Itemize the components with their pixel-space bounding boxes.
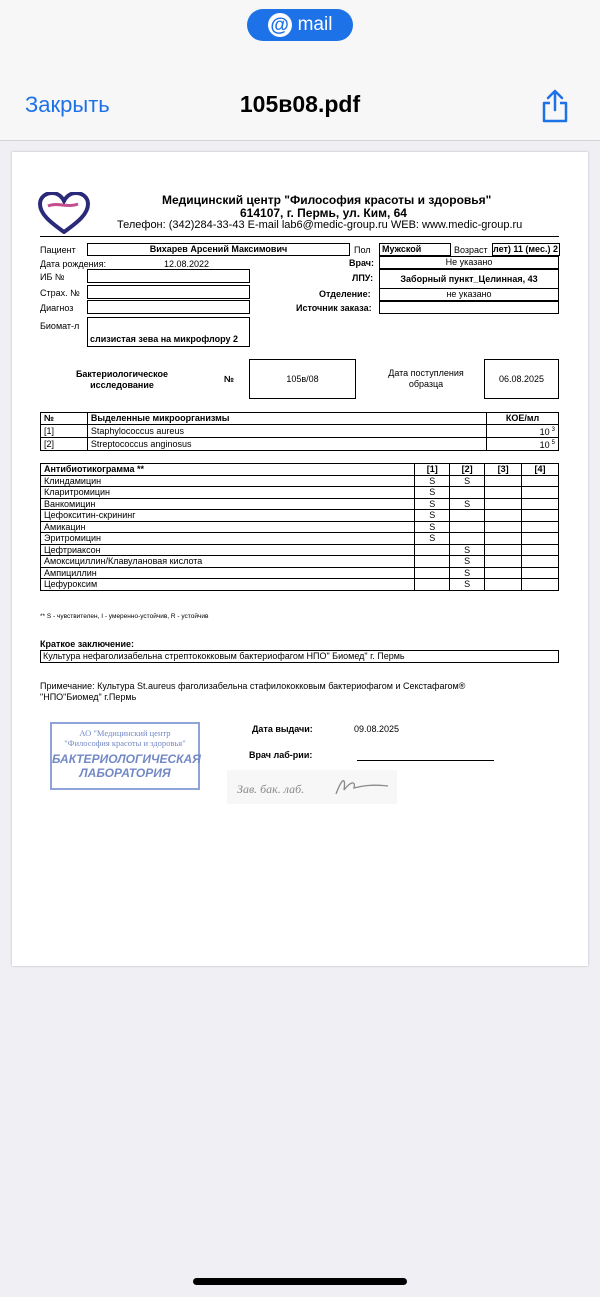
patient-value: Вихарев Арсений Максимович [87,243,350,256]
sensitivity-cell: S [450,498,485,510]
sensitivity-cell [485,521,522,533]
antibiotic-name: Цефокситин-скрининг [41,510,415,522]
antibiotic-name: Эритромицин [41,533,415,545]
patient-label: Пациент [40,245,76,255]
antibiotic-name: Ампициллин [41,567,415,579]
sensitivity-cell [485,498,522,510]
center-address: 614107, г. Пермь, ул. Ким, 64 [240,206,407,220]
sensitivity-cell [485,510,522,522]
cfu-base: 10 [539,439,550,450]
sensitivity-cell [522,510,559,522]
diagnosis-field [87,300,250,314]
sex-label: Пол [354,245,371,255]
cfu-exponent: 3 [551,426,555,433]
table-row [41,437,559,450]
sensitivity-cell [522,498,559,510]
mail-logo [247,9,353,41]
handwritten-signature-icon [332,774,392,800]
micro-name: Streptococcus anginosus [87,437,486,450]
sensitivity-cell: S [450,544,485,556]
antibiotic-name: Амоксициллин/Клавулановая кислота [41,556,415,568]
lpu-label: ЛПУ: [352,273,374,283]
table-header-row [41,413,559,425]
micro-cfu [487,424,559,437]
lab-doctor-label: Врач лаб-рии: [249,750,313,760]
sensitivity-cell [522,544,559,556]
antibiotic-name: Цефуроксим [41,579,415,591]
diagnosis-label: Диагноз [40,303,74,313]
sensitivity-cell [522,579,559,591]
sensitivity-cell: S [450,579,485,591]
sensitivity-cell [415,544,450,556]
insurance-label: Страх. № [40,288,80,298]
table-row [41,424,559,437]
sensitivity-cell: S [415,487,450,499]
sensitivity-cell [415,579,450,591]
home-indicator [193,1278,407,1285]
antibiotic-name: Ванкомицин [41,498,415,510]
close-button[interactable]: Закрыть [25,92,110,117]
micro-cfu [487,437,559,450]
age-value: лет) 11 (мес.) 2 [492,243,560,256]
sensitivity-cell [450,521,485,533]
antibiotic-name: Амикацин [41,521,415,533]
microorganisms-body [41,413,559,451]
ib-label: ИБ № [40,272,65,282]
sensitivity-cell [485,579,522,591]
doctor-label: Врач: [349,258,375,268]
table-row [41,475,559,487]
table-row [41,521,559,533]
note-line-1: Примечание: Культура St.aureus фаголизабельна стафилококковым бактериофагом и Секстафагом® [40,681,466,691]
center-name: Медицинский центр "Философия красоты и здоровья" [162,193,492,207]
table-row [41,579,559,591]
sensitivity-cell [485,556,522,568]
issue-label: Дата выдачи: [252,724,313,734]
sex-value: Мужской [379,243,451,256]
biomaterial-label: Биомат-л [40,321,80,331]
number-value: 105в/08 [249,359,356,399]
laboratory-stamp [50,722,200,790]
department-label: Отделение: [319,289,371,299]
sensitivity-cell: S [415,521,450,533]
table-header: Выделенные микроорганизмы [87,413,486,425]
table-header: КОЕ/мл [487,413,559,425]
at-icon: @ [268,13,292,37]
table-row [41,556,559,568]
stamp-line-4: ЛАБОРАТОРИЯ [79,766,171,780]
sensitivity-cell: S [450,556,485,568]
conclusion-text: Культура нефаголизабельна стрептококковым бактериофагом НПО" Биомед" г. Пермь [40,650,559,663]
table-header: [2] [450,464,485,476]
age-label: Возраст [454,245,488,255]
table-row [41,567,559,579]
issue-value: 09.08.2025 [354,724,400,734]
sensitivity-cell [485,475,522,487]
antibiotic-name: Кларитромицин [41,487,415,499]
mail-brand-label: mail [297,14,333,35]
sensitivity-cell [450,510,485,522]
table-row [41,487,559,499]
top-bar [0,0,600,141]
antibiogram-body [41,464,559,591]
dob-label: Дата рождения: [40,259,106,269]
sensitivity-cell [522,567,559,579]
stamp-line-2: "Философия красоты и здоровья" [64,738,186,748]
table-row [41,510,559,522]
antibiotic-name: Клиндамицин [41,475,415,487]
header-divider [40,236,559,237]
sensitivity-cell [522,556,559,568]
signature-scan [227,770,397,804]
table-header-row [41,464,559,476]
sensitivity-cell: S [415,533,450,545]
file-name: 105в08.pdf [239,91,361,117]
lab-report [12,152,588,966]
cfu-exponent: 5 [551,439,555,446]
sensitivity-cell [415,556,450,568]
insurance-field [87,285,250,299]
table-header: Антибиотикограмма ** [41,464,415,476]
conclusion-title: Краткое заключение: [40,639,135,649]
sensitivity-cell: S [450,567,485,579]
micro-num: [1] [41,424,88,437]
ib-field [87,269,250,283]
department-value: не указано [379,288,559,301]
received-label: Дата поступления образца [388,368,464,389]
sensitivity-cell: S [450,475,485,487]
number-label: № [224,374,235,384]
signature-line [357,760,494,761]
stamp-line-1: АО "Медицинский центр [79,728,171,738]
sensitivity-cell: S [415,498,450,510]
sensitivity-cell [522,521,559,533]
share-icon[interactable] [540,88,570,124]
center-contacts: Телефон: (342)284-33-43 E-mail lab6@medic-group.ru WEB: www.medic-group.ru [117,219,523,231]
lpu-value: Заборный пункт_Целинная, 43 [379,269,559,289]
order-source-label: Источник заказа: [296,303,372,313]
sensitivity-cell [485,544,522,556]
study-title: Бактериологическое исследование [75,369,169,390]
sensitivity-cell [450,487,485,499]
sensitivity-cell [522,475,559,487]
sensitivity-cell [522,487,559,499]
sensitivity-cell [415,567,450,579]
sensitivity-cell [485,533,522,545]
doctor-value: Не указано [379,256,559,269]
micro-name: Staphylococcus aureus [87,424,486,437]
heart-logo-icon [38,192,90,234]
sensitivity-cell [485,487,522,499]
table-row [41,544,559,556]
table-header: № [41,413,88,425]
signature-caption: Зав. бак. лаб. [237,782,305,796]
order-source-field [379,301,559,314]
table-header: [4] [522,464,559,476]
cfu-base: 10 [539,426,550,437]
microorganisms-table [40,412,559,451]
antibiotic-name: Цефтриаксон [41,544,415,556]
antibiogram-table [40,463,559,591]
sensitivity-cell [485,567,522,579]
legend-text: ** S - чувствителен, I - умеренно-устойчив, R - устойчив [40,613,209,620]
biomaterial-value: слизистая зева на микрофлору 2 [87,317,250,347]
micro-num: [2] [41,437,88,450]
stamp-line-3: БАКТЕРИОЛОГИЧЕСКАЯ [52,752,201,766]
sensitivity-cell [450,533,485,545]
sensitivity-cell: S [415,510,450,522]
table-header: [1] [415,464,450,476]
table-row [41,533,559,545]
sensitivity-cell [522,533,559,545]
sensitivity-cell: S [415,475,450,487]
pdf-page[interactable] [12,152,588,966]
dob-value: 12.08.2022 [164,259,210,269]
note-line-2: "НПО"Биомед" г.Пермь [40,692,137,702]
received-value: 06.08.2025 [484,359,559,399]
table-header: [3] [485,464,522,476]
table-row [41,498,559,510]
